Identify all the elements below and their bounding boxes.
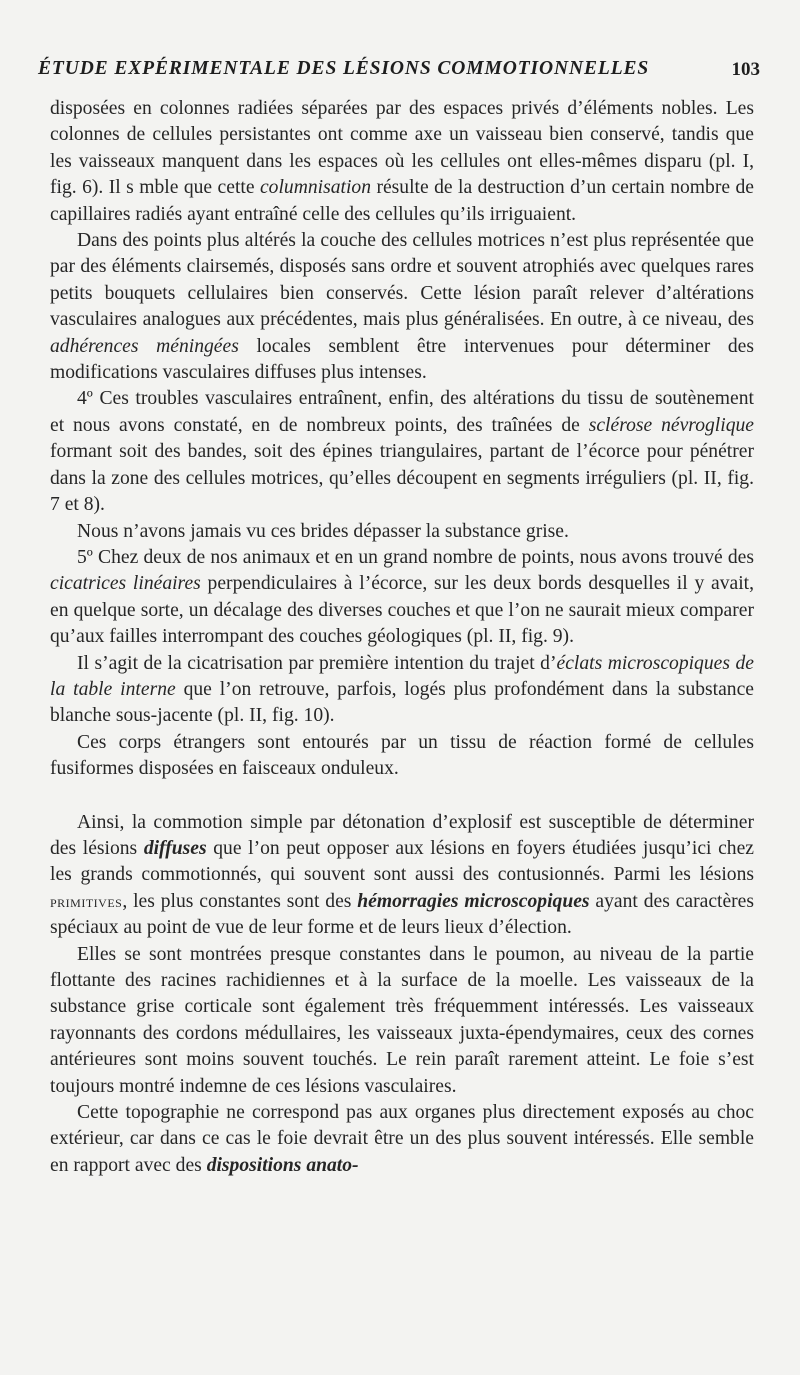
paragraph <box>50 519 754 545</box>
paragraph <box>50 1100 754 1179</box>
text-run: que l’on retrouve, parfois, logés plus profondément dans la substance blanche sous-jacente (pl. II, fig. 10). <box>50 678 754 727</box>
text-run: Cette topographie ne correspond pas aux organes plus directement exposés au choc extérieur, car dans ce cas le foie devrait être un des plus souvent intéressés. Elle semble en rapport avec des <box>50 1102 754 1176</box>
running-header <box>38 58 760 88</box>
text-run: Il s’agit de la cicatrisation par première intention du trajet d’ <box>77 652 557 674</box>
text-run: Ces corps étrangers sont entourés par un tissu de réaction formé de cellules fusiformes disposées en faisceaux onduleux. <box>50 731 754 780</box>
emphasis-run: éclats microscopiques de la table interne <box>50 652 754 700</box>
paragraph <box>50 228 754 386</box>
paragraph <box>50 810 754 942</box>
paragraph <box>50 730 754 783</box>
emphasis-run: diffuses <box>143 837 207 859</box>
paragraph <box>50 386 754 518</box>
emphasis-run: dispositions anato- <box>206 1154 359 1176</box>
running-title: ÉTUDE EXPÉRIMENTALE DES LÉSIONS COMMOTIONNELLES <box>38 58 650 79</box>
text-run: résulte de la destruction d’un certain nombre de capillaires radiés ayant entraîné celle des cellules qu’ils irriguaient. <box>50 177 754 225</box>
paragraph <box>50 545 754 651</box>
text-run: disposées en colonnes radiées séparées par des espaces privés d’éléments nobles. Les colonnes de cellules persistantes ont comme axe un vaisseau bien conservé, tandis que les vaisseaux manquent dans les espaces où les cellules ont elles-mêmes disparu (pl. I, fig. 6). Il s mble que cette <box>50 98 754 199</box>
emphasis-run: hémorragies microscopiques <box>357 890 590 912</box>
paragraph <box>50 96 754 228</box>
text-run: Ainsi, la commotion simple par détonation d’explosif est susceptible de déterminer des lésions <box>50 811 754 859</box>
text-run: 4º Ces troubles vasculaires entraînent, enfin, des altérations du tissu de soutènement et nous avons constaté, en de nombreux points, des traînées de <box>50 388 754 436</box>
emphasis-run: adhérences méningées <box>50 335 239 357</box>
page-number: 103 <box>731 59 760 80</box>
emphasis-run: primitives <box>50 891 123 911</box>
emphasis-run: columnisation <box>259 177 372 199</box>
text-run: locales semblent être intervenues pour déterminer des modifications vasculaires diffuses plus intenses. <box>50 335 754 384</box>
paragraph <box>50 942 754 1100</box>
emphasis-run: sclérose névroglique <box>588 414 754 436</box>
emphasis-run: cicatrices linéaires <box>50 573 201 595</box>
paragraph <box>50 651 754 730</box>
text-run: formant soit des bandes, soit des épines triangulaires, partant de l’écorce pour pénétrer dans la zone des cellules motrices, qu’elles découpent en segments irréguliers (pl. II, fig. 7 et 8). <box>50 441 754 516</box>
text-run: Elles se sont montrées presque constantes dans le poumon, au niveau de la partie flottante des racines rachidiennes et à la surface de la moelle. Les vaisseaux de la substance grise corticale sont également très fréquemment intéressés. Les vaisseaux rayonnants des cordons médullaires, les vaisseaux juxta-épendymaires, ceux des cornes antérieures sont moins souvent touchés. Le rein paraît rarement atteint. Le foie s’est toujours montré indemne de ces lésions vasculaires. <box>50 943 754 1097</box>
text-run: 5º Chez deux de nos animaux et en un grand nombre de points, nous avons trouvé des <box>77 546 754 568</box>
body-text <box>50 96 754 1179</box>
text-run: , les plus constantes sont des <box>122 890 358 912</box>
text-run: Nous n’avons jamais vu ces brides dépasser la substance grise. <box>77 520 569 542</box>
text-run: perpendiculaires à l’écorce, sur les deux bords desquelles il y avait, en quelque sorte, un décalage des diverses couches et que l’on ne saurait mieux comparer qu’aux failles interrompant des couches géologiques (pl. II, fig. 9). <box>50 573 754 648</box>
text-run: Dans des points plus altérés la couche des cellules motrices n’est plus représentée que par des éléments clairsemés, disposés sans ordre et souvent atrophiés avec quelques rares petits bouquets cellulaires bien conservés. Cette lésion paraît relever d’altérations vasculaires analogues aux précédentes, mais plus généralisées. En outre, à ce niveau, des <box>50 230 754 331</box>
text-run: ayant des caractères spéciaux au point de vue de leur forme et de leurs lieux d’élection. <box>50 890 755 939</box>
text-run: que l’on peut opposer aux lésions en foyers étudiées jusqu’ici chez les grands commotionnés, qui souvent sont aussi des contusionnés. Parmi les lésions <box>50 837 754 886</box>
